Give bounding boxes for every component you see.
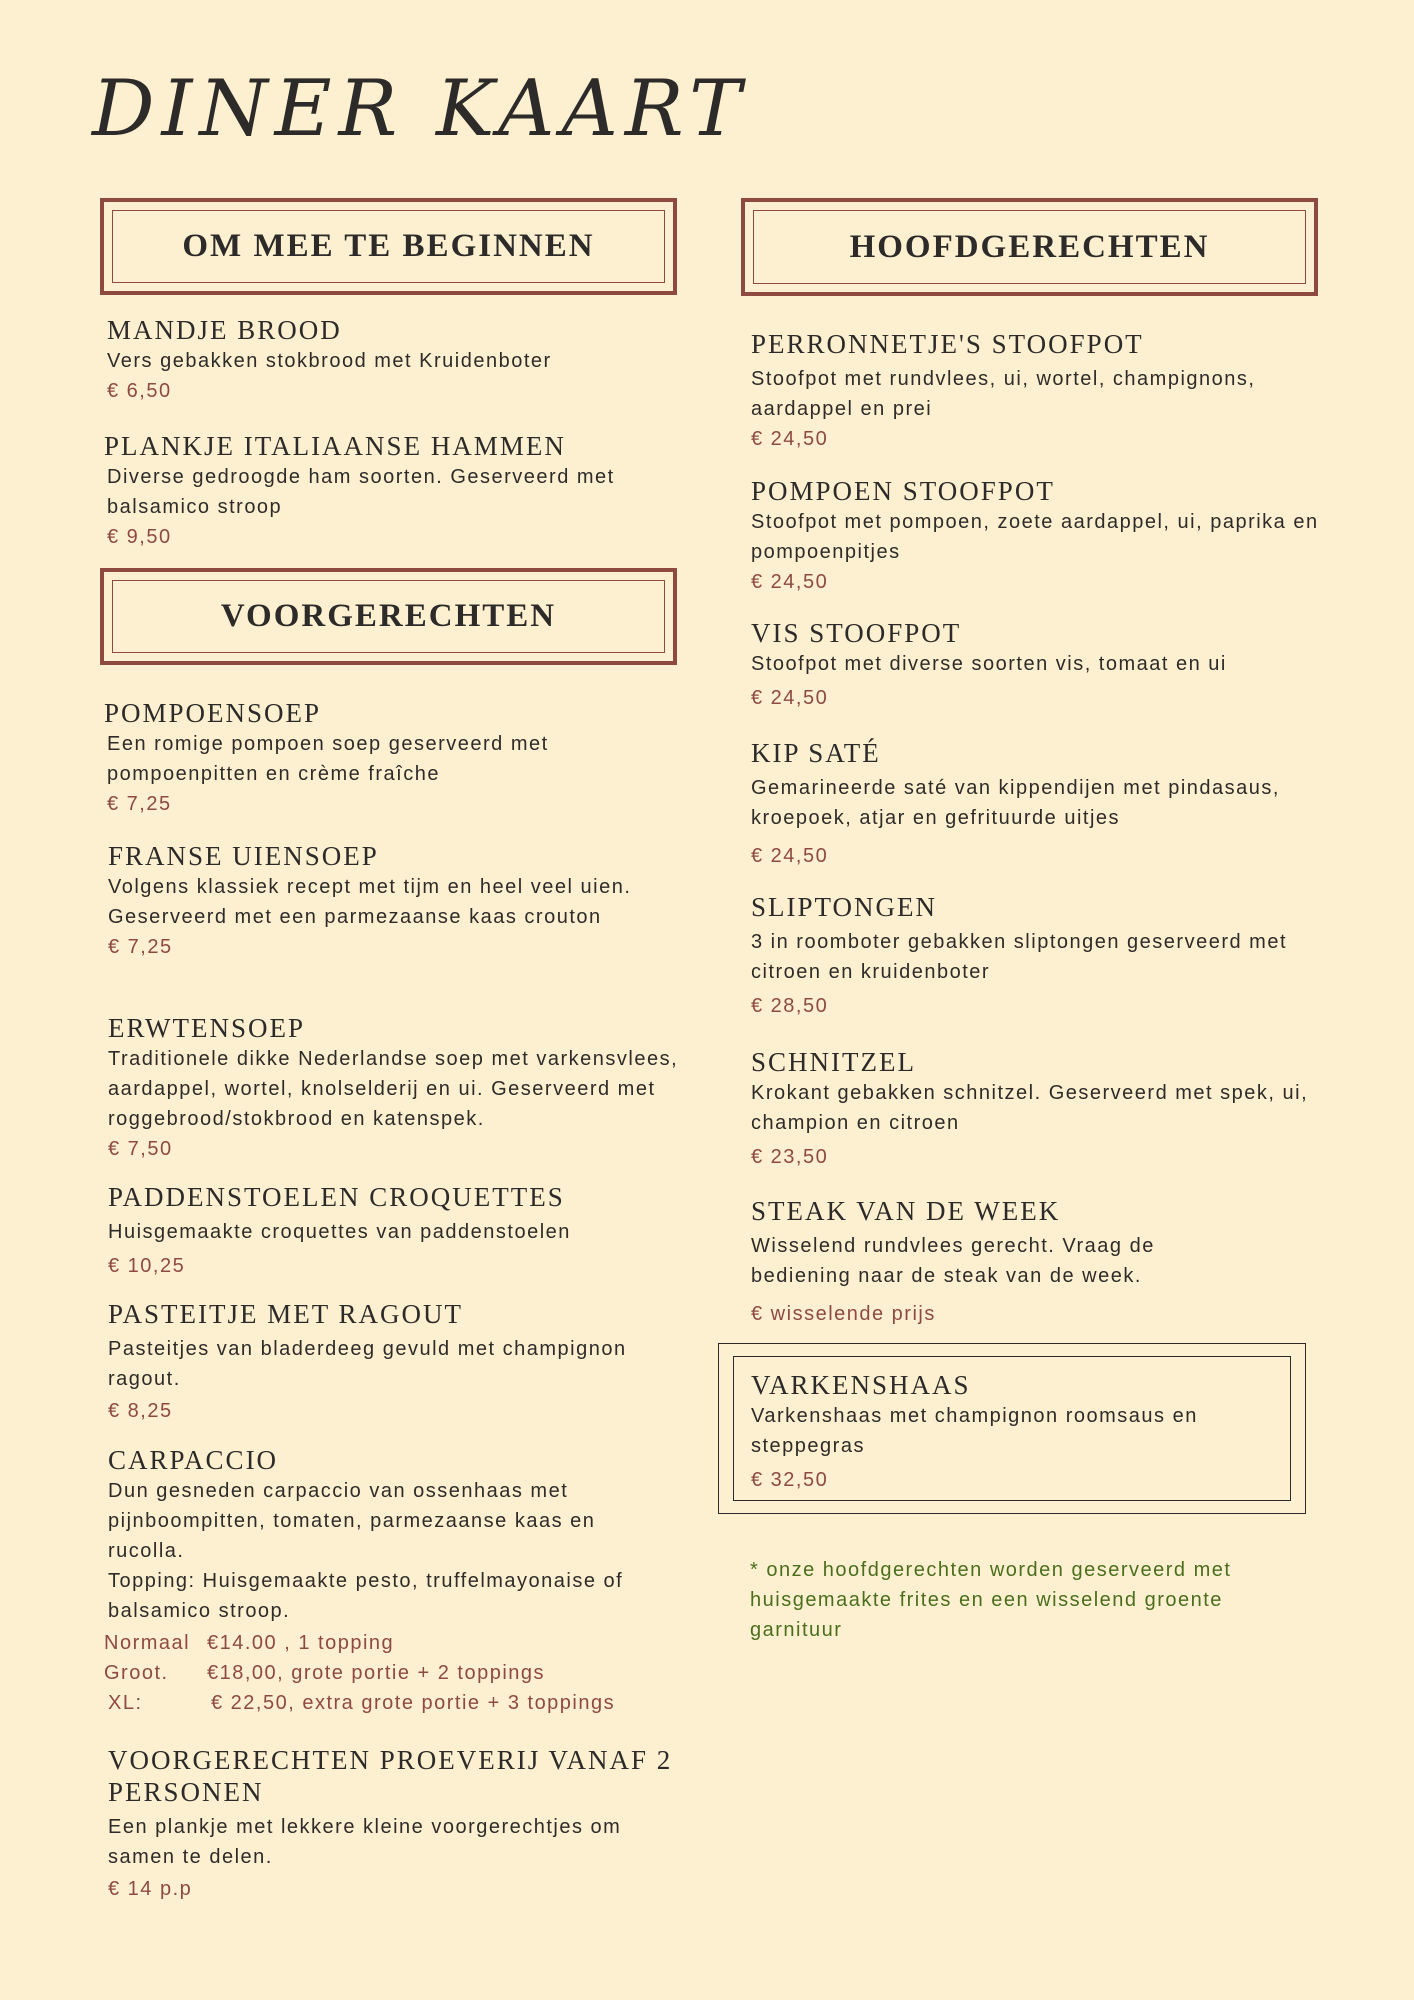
item-description: Krokant gebakken schnitzel. Geserveerd met spek, ui, champion en citroen	[751, 1082, 1309, 1134]
item-price: € 7,25	[108, 936, 173, 958]
item-name: POMPOENSOEP	[104, 698, 322, 728]
item-name: SLIPTONGEN	[751, 892, 938, 922]
item-description: 3 in roomboter gebakken sliptongen geserveerd met citroen en kruidenboter	[751, 931, 1287, 983]
menu-item	[108, 1012, 728, 1164]
item-description: Varkenshaas met champignon roomsaus en steppegras	[751, 1405, 1198, 1457]
item-description: Een romige pompoen soep geserveerd met pompoenpitten en crème fraîche	[107, 733, 549, 785]
item-name: SCHNITZEL	[751, 1047, 916, 1077]
item-name: VARKENSHAAS	[751, 1370, 971, 1400]
page-title: DINER KAART	[92, 64, 749, 154]
item-description: Gemarineerde saté van kippendijen met pindasaus, kroepoek, atjar en gefrituurde uitjes	[751, 777, 1280, 829]
item-price: € wisselende prijs	[751, 1303, 936, 1325]
item-description: Vers gebakken stokbrood met Kruidenboter	[107, 350, 552, 372]
menu-item	[751, 617, 1321, 713]
item-name: KIP SATÉ	[751, 738, 881, 768]
item-description: Stoofpot met rundvlees, ui, wortel, champignons, aardappel en prei	[751, 368, 1256, 420]
item-price: € 7,50	[108, 1138, 173, 1160]
menu-item	[107, 314, 697, 406]
variant-detail: €14.00 , 1 topping	[207, 1632, 395, 1654]
menu-item	[751, 891, 1321, 1021]
item-description: Pasteitjes van bladerdeeg gevuld met champignon ragout.	[108, 1338, 627, 1390]
item-description: Een plankje met lekkere kleine voorgerechtjes om samen te delen.	[108, 1816, 622, 1868]
menu-item	[104, 697, 704, 819]
price-variant	[108, 1688, 615, 1718]
section-title-appetizers: VOORGERECHTEN	[220, 598, 557, 634]
variant-size: Normaal	[104, 1632, 191, 1654]
item-name: VOORGERECHTEN PROEVERIJ VANAF 2 PERSONEN	[108, 1745, 673, 1807]
item-price: € 10,25	[108, 1255, 186, 1277]
item-price: € 9,50	[107, 526, 172, 548]
item-name: VIS STOOFPOT	[751, 618, 962, 648]
item-price: € 8,25	[108, 1400, 173, 1422]
item-description: Stoofpot met diverse soorten vis, tomaat en ui	[751, 653, 1227, 675]
item-description: Wisselend rundvlees gerecht. Vraag de bediening naar de steak van de week.	[751, 1235, 1155, 1287]
item-name: ERWTENSOEP	[108, 1013, 306, 1043]
item-topping: Topping: Huisgemaakte pesto, truffelmayonaise of balsamico stroop.	[108, 1570, 624, 1622]
item-name: PADDENSTOELEN CROQUETTES	[108, 1182, 565, 1212]
item-name: PERRONNETJE'S STOOFPOT	[751, 329, 1144, 359]
item-description: Traditionele dikke Nederlandse soep met varkensvlees, aardappel, wortel, knolselderij en ui. Geserveerd met roggebrood/stokbrood en katenspek.	[108, 1048, 679, 1130]
section-title-mains: HOOFDGERECHTEN	[849, 228, 1210, 265]
item-price: € 24,50	[751, 428, 829, 450]
item-price: € 6,50	[107, 380, 172, 402]
item-price: € 24,50	[751, 845, 829, 867]
item-name: CARPACCIO	[108, 1445, 279, 1475]
variant-size: Groot.	[104, 1662, 169, 1684]
item-name: POMPOEN STOOFPOT	[751, 476, 1055, 506]
variant-detail: € 22,50, extra grote portie + 3 toppings	[211, 1692, 616, 1714]
menu-item	[108, 1744, 688, 1904]
item-price: € 14 p.p	[108, 1878, 193, 1900]
price-variant	[104, 1658, 545, 1688]
item-price: € 23,50	[751, 1146, 829, 1168]
item-name: STEAK VAN DE WEEK	[751, 1196, 1061, 1226]
item-description: Diverse gedroogde ham soorten. Geserveerd met balsamico stroop	[107, 466, 615, 518]
menu-item	[751, 737, 1321, 871]
item-price: € 7,25	[107, 793, 172, 815]
item-price: € 32,50	[751, 1469, 829, 1491]
section-header-starters	[100, 198, 677, 295]
menu-item	[751, 1195, 1321, 1329]
featured-menu-item	[751, 1369, 1286, 1495]
item-description: Huisgemaakte croquettes van paddenstoelen	[108, 1221, 571, 1243]
menu-item	[751, 1046, 1321, 1172]
item-description: Dun gesneden carpaccio van ossenhaas met pijnboompitten, tomaten, parmezaanse kaas en rucolla.	[108, 1480, 596, 1562]
item-description: Volgens klassiek recept met tijm en heel veel uien. Geserveerd met een parmezaanse kaas crouton	[108, 876, 632, 928]
item-price: € 24,50	[751, 571, 829, 593]
item-price: € 28,50	[751, 995, 829, 1017]
item-price: € 24,50	[751, 687, 829, 709]
section-header-appetizers	[100, 568, 677, 665]
item-name: PLANKJE ITALIAANSE HAMMEN	[104, 431, 566, 461]
menu-item	[108, 840, 688, 962]
item-name: MANDJE BROOD	[107, 315, 342, 345]
section-header-mains	[741, 198, 1318, 296]
menu-item	[108, 1298, 708, 1426]
variant-detail: €18,00, grote portie + 2 toppings	[207, 1662, 546, 1684]
footnote: * onze hoofdgerechten worden geserveerd met huisgemaakte frites en een wisselend groente garnituur	[750, 1559, 1232, 1641]
price-variant	[104, 1628, 394, 1658]
section-title-starters: OM MEE TE BEGINNEN	[182, 228, 595, 264]
menu-item	[751, 475, 1321, 597]
item-name: FRANSE UIENSOEP	[108, 841, 379, 871]
menu-item	[751, 328, 1321, 454]
menu-item	[108, 1444, 708, 1626]
variant-size: XL:	[108, 1692, 143, 1714]
menu-item	[108, 1181, 708, 1281]
item-description: Stoofpot met pompoen, zoete aardappel, ui, paprika en pompoenpitjes	[751, 511, 1319, 563]
menu-item	[104, 430, 694, 552]
item-name: PASTEITJE MET RAGOUT	[108, 1299, 464, 1329]
